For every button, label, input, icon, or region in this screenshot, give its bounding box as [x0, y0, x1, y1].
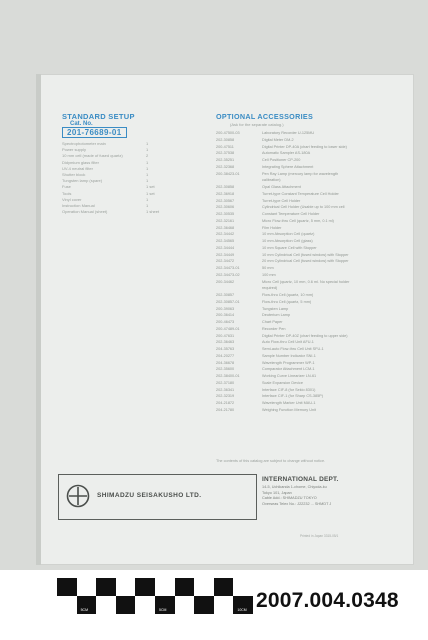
scale-bar-cell	[57, 578, 77, 596]
accessory-description: Weighing Function Memory Unit	[262, 407, 316, 412]
accessory-description: 10 mm Absorption Cell (quartz)	[262, 232, 315, 237]
optional-accessories-subtitle: (Ask for the separate catalog.)	[230, 122, 284, 127]
accessory-row	[216, 280, 396, 287]
accessory-code: 200-47489-01	[216, 326, 240, 331]
accessory-description: Digital Meter DM-2	[262, 137, 294, 142]
accessory-row	[216, 313, 396, 320]
scale-bar-label: 10CM	[237, 608, 247, 612]
scale-bar-cell	[116, 596, 136, 614]
accessory-description: calibration)	[262, 178, 281, 183]
standard-setup-item-qty: 1	[146, 165, 149, 171]
accessory-description: Tungsten Lamp	[262, 306, 289, 311]
accessory-code: 202-32161	[216, 218, 235, 223]
international-address-line: 14-5, Uchikanda 1-chome, Chiyoda-ku	[262, 485, 327, 489]
scale-bar-cell	[175, 578, 195, 596]
accessory-row	[216, 138, 396, 145]
accessory-row	[216, 226, 396, 233]
accessory-row	[216, 253, 396, 260]
scale-bar-cell	[57, 596, 77, 614]
accessory-description: Film Holder	[262, 225, 282, 230]
accessory-description: Wavelength Marker Unit MAU-1	[262, 401, 316, 405]
accessory-code: 202-37180	[216, 380, 235, 385]
accessory-row	[216, 212, 396, 219]
standard-setup-item-name: Shutter block	[62, 171, 86, 177]
standard-setup-item-qty: 1	[146, 159, 149, 165]
accessory-code: 202-34473-02	[216, 272, 240, 277]
accessory-description: Sample Number Indicator SNI-1	[262, 353, 316, 358]
accessory-code: 202-36341	[216, 387, 235, 392]
accessory-row	[216, 172, 396, 179]
standard-setup-item-qty: 1 set	[146, 190, 155, 196]
accessory-code: 202-35600	[216, 367, 235, 372]
accessory-row	[216, 259, 396, 266]
scale-bar-label: 5CM	[80, 608, 88, 612]
accessory-code: 202-34472	[216, 259, 235, 264]
scale-bar-cell	[135, 596, 155, 614]
accessory-description: Wavelength Programmer WP-1	[262, 360, 315, 365]
accessory-code: 204-20277	[216, 353, 235, 358]
scale-bar-cell	[194, 578, 214, 596]
accessory-description: 50 mm	[262, 266, 274, 270]
accessory-row	[216, 307, 396, 314]
accessory-row	[216, 347, 396, 354]
company-box	[58, 474, 257, 520]
company-name: SHIMADZU SEISAKUSHO LTD.	[97, 492, 202, 499]
accessory-description: Auto Flow-thru Cell Unit AFU-1	[262, 340, 314, 345]
scale-bar-cell	[233, 578, 253, 596]
standard-setup-item-qty: 1	[146, 178, 149, 184]
scale-bar-cell	[175, 596, 195, 614]
scale-bar-cell	[214, 596, 234, 614]
accessory-row	[216, 246, 396, 253]
accessory-code: 202-36468	[216, 225, 235, 230]
accessory-row	[216, 199, 396, 206]
scale-bar-cell	[194, 596, 214, 614]
accessory-description: Recorder Pen	[262, 326, 286, 331]
accession-number: 2007.004.0348	[256, 589, 399, 612]
accessory-row	[216, 219, 396, 226]
accessory-description: Flow-thru Cell (quartz, 5 mm)	[262, 299, 312, 304]
accessory-code: 202-34473-01	[216, 266, 240, 270]
international-dept-title: INTERNATIONAL DEPT.	[262, 476, 339, 483]
accessory-row	[216, 158, 396, 165]
page-spine-shadow	[36, 74, 41, 565]
accessory-code: 202-30857	[216, 293, 235, 297]
international-telex-line: Overseas Telex No.: J22232 ... SHMDT J	[262, 501, 332, 506]
scale-bar-cell	[96, 596, 116, 614]
optional-accessories-title: OPTIONAL ACCESSORIES	[216, 112, 314, 121]
accessory-row	[216, 178, 396, 185]
accessory-code: 200-46473	[216, 320, 235, 324]
accessory-code: 200-47631	[216, 333, 235, 338]
optional-accessories-list	[216, 131, 396, 415]
standard-setup-item-qty: 1	[146, 196, 149, 202]
standard-setup-item-qty: 1 sheet	[146, 209, 160, 215]
cat-no-box: 201-76689-01	[62, 127, 127, 138]
accessory-code: 202-32368	[216, 164, 235, 169]
accessory-code: 202-38400-01	[216, 374, 240, 378]
accessory-code: 202-34442	[216, 232, 235, 237]
accessory-code: 202-36918	[216, 191, 235, 196]
cat-no-label: Cat. No.	[70, 121, 93, 127]
accessory-row	[216, 327, 396, 334]
printed-note: Printed in Japan 3315-05/1	[300, 534, 339, 538]
accessory-row	[216, 151, 396, 158]
accessory-code: 202-30857-01	[216, 299, 240, 304]
standard-setup-item-name: Power supply	[62, 147, 87, 153]
accessory-row	[216, 401, 396, 408]
accessory-description: Micro Cell (quartz, 10 mm, 0.6 ml. No special holder	[262, 279, 350, 284]
accessory-code: 202-35251	[216, 158, 235, 162]
standard-setup-item-qty: 1 set	[146, 184, 155, 190]
accessory-description: 10 mm Cylindrical Cell (fused window) with Stopper	[262, 252, 349, 257]
accessory-description: Interface CIF-8 (for Sekio 8301)	[262, 387, 316, 392]
accessory-row	[216, 408, 396, 415]
accessory-description: Digital Printer DP-40A (chart feeding to lower side)	[262, 144, 347, 149]
accessory-code: 200-36414	[216, 313, 235, 318]
standard-setup-item-qty: 1	[146, 171, 149, 177]
accessory-row	[216, 239, 396, 246]
accessory-row	[216, 334, 396, 341]
accessory-description: Turret-type Constant Temperature Cell Holder	[262, 191, 339, 196]
accessory-code: 200-38423-01	[216, 171, 240, 176]
shimadzu-logo-icon	[66, 484, 90, 508]
scale-bar	[57, 578, 253, 614]
standard-setup-item-qty: 1	[146, 147, 149, 153]
accessory-row	[216, 165, 396, 172]
accessory-description: Working Curve Linearizer LN-61	[262, 374, 317, 378]
standard-setup-item-qty: 2	[146, 153, 149, 159]
international-dept-block	[262, 476, 360, 507]
accessory-description: Laboratory Recorder U-125MU	[262, 131, 315, 135]
standard-setup-list	[62, 141, 158, 215]
accessory-description: 100 mm	[262, 272, 276, 277]
accessory-row	[216, 205, 396, 212]
accessory-description: Interface CIF-1 (for Sharp CS-385P)	[262, 394, 323, 399]
accessory-description: Semi-auto Flow-thru Cell Unit SFU-1	[262, 347, 324, 351]
standard-setup-item	[62, 209, 158, 215]
accessory-description: Pen Ray Lamp (mercury lamp for wavelength	[262, 171, 339, 176]
scale-bar-cell	[135, 578, 155, 596]
standard-setup-item-name: Instruction Manual	[62, 202, 95, 208]
scale-bar-cell	[77, 578, 97, 596]
accessory-code: 202-34565	[216, 239, 235, 243]
accessory-description: Turret-type Cell Holder	[262, 198, 301, 203]
accessory-code: 204-35763	[216, 347, 235, 351]
accessory-description: Micro Flow-thru Cell (quartz, 5 mm, 0.1 ml)	[262, 218, 334, 223]
accessory-description: Integrating Sphere Attachment	[262, 164, 314, 169]
accessory-row	[216, 300, 396, 307]
accessory-description: Cylindrical Cell Holder (Usable up to 100 mm cell	[262, 205, 345, 210]
standard-setup-item-name: Didymium glass filter	[62, 159, 99, 165]
standard-setup-item-name: Tools	[62, 190, 72, 196]
accessory-row	[216, 286, 396, 293]
accessory-code: 202-32319	[216, 394, 235, 399]
accessory-description: Cell Positioner CP-200	[262, 158, 301, 162]
standard-setup-item-name: Vinyl cover	[62, 196, 82, 202]
accessory-description: 10 mm Square Cell with Stopper	[262, 245, 317, 250]
accessory-description: Automatic Sampler AS-180A	[262, 151, 311, 156]
accessory-code: 204-21872	[216, 401, 235, 405]
standard-setup-item-name: 10 mm cell (made of fused quartz)	[62, 153, 123, 159]
scale-bar-label: 5CM	[159, 608, 167, 612]
scale-bar-cell	[116, 578, 136, 596]
accessory-description: Chart Paper	[262, 320, 283, 324]
accessory-code: 200-47500-03	[216, 131, 240, 135]
accessory-code: 202-30567	[216, 198, 235, 203]
accessory-code: 202-30606	[216, 205, 235, 210]
accessory-code: 200-34462	[216, 279, 235, 284]
accessory-row	[216, 388, 396, 395]
standard-setup-item-qty: 1	[146, 141, 149, 146]
standard-setup-item-name: Fuse	[62, 184, 71, 190]
standard-setup-item-name: UV-4 neutral filter	[62, 165, 93, 171]
standard-setup-item-name: Operation Manual (sheet)	[62, 209, 108, 215]
standard-setup-title: STANDARD SETUP	[62, 112, 135, 121]
accessory-code: 204-21780	[216, 407, 235, 412]
scale-bar-cell	[214, 578, 234, 596]
accessory-row	[216, 293, 396, 300]
accessory-row	[216, 131, 396, 138]
accessory-description: Deuterium Lamp	[262, 313, 291, 318]
accessory-row	[216, 394, 396, 401]
accessory-code: 204-36678	[216, 360, 235, 365]
accessory-code: 202-30535	[216, 212, 235, 216]
accessory-row	[216, 367, 396, 374]
accessory-row	[216, 381, 396, 388]
accessory-row	[216, 340, 396, 347]
international-address-line: Tokyo 101, Japan	[262, 490, 292, 495]
standard-setup-item-name: Tungsten lamp (spare)	[62, 178, 103, 184]
accessory-row	[216, 185, 396, 192]
accessory-row	[216, 320, 396, 327]
accessory-description: Opal Glass Attachment	[262, 185, 301, 189]
accessory-code: 202-37538	[216, 151, 235, 156]
accessory-row	[216, 273, 396, 280]
accessory-code: 202-30858	[216, 185, 235, 189]
accessory-row	[216, 232, 396, 239]
accessory-row	[216, 374, 396, 381]
accessory-row	[216, 354, 396, 361]
accessory-description: Flow-thru Cell (quartz, 10 mm)	[262, 293, 314, 297]
accessory-description: required)	[262, 286, 278, 291]
international-cable-line: Cable Add.: SHIMADZU TOKYO	[262, 496, 317, 500]
accessory-description: Comparator Attachment LCM-1	[262, 367, 315, 372]
accessory-row	[216, 192, 396, 199]
disclaimer-text: The contents of this catalog are subject to change without notice.	[216, 459, 326, 463]
accessory-description: Constant Temperature Cell Holder	[262, 212, 320, 216]
accessory-description: Scale Expansion Device	[262, 380, 303, 385]
standard-setup-item-qty: 1	[146, 202, 149, 208]
accessory-row	[216, 266, 396, 273]
accessory-description: Digital Printer DP-40Z (chart feeding to upper side)	[262, 333, 348, 338]
accessory-code: 202-34449	[216, 252, 235, 257]
accessory-code: 200-39063	[216, 306, 235, 311]
scale-bar-cell	[155, 578, 175, 596]
standard-setup-item-name: Spectrophotometer main	[62, 141, 106, 146]
accessory-code: 200-47511	[216, 144, 234, 149]
scale-bar-cell	[96, 578, 116, 596]
accessory-row	[216, 145, 396, 152]
accessory-code: 202-36463	[216, 340, 235, 345]
accessory-description: 10 mm Absorption Cell (glass)	[262, 239, 313, 243]
accessory-description: 20 mm Cylindrical Cell (fused window) with Stopper	[262, 259, 349, 264]
accessory-row	[216, 361, 396, 368]
accessory-code: 202-30858	[216, 137, 235, 142]
accessory-code: 202-34444	[216, 245, 235, 250]
